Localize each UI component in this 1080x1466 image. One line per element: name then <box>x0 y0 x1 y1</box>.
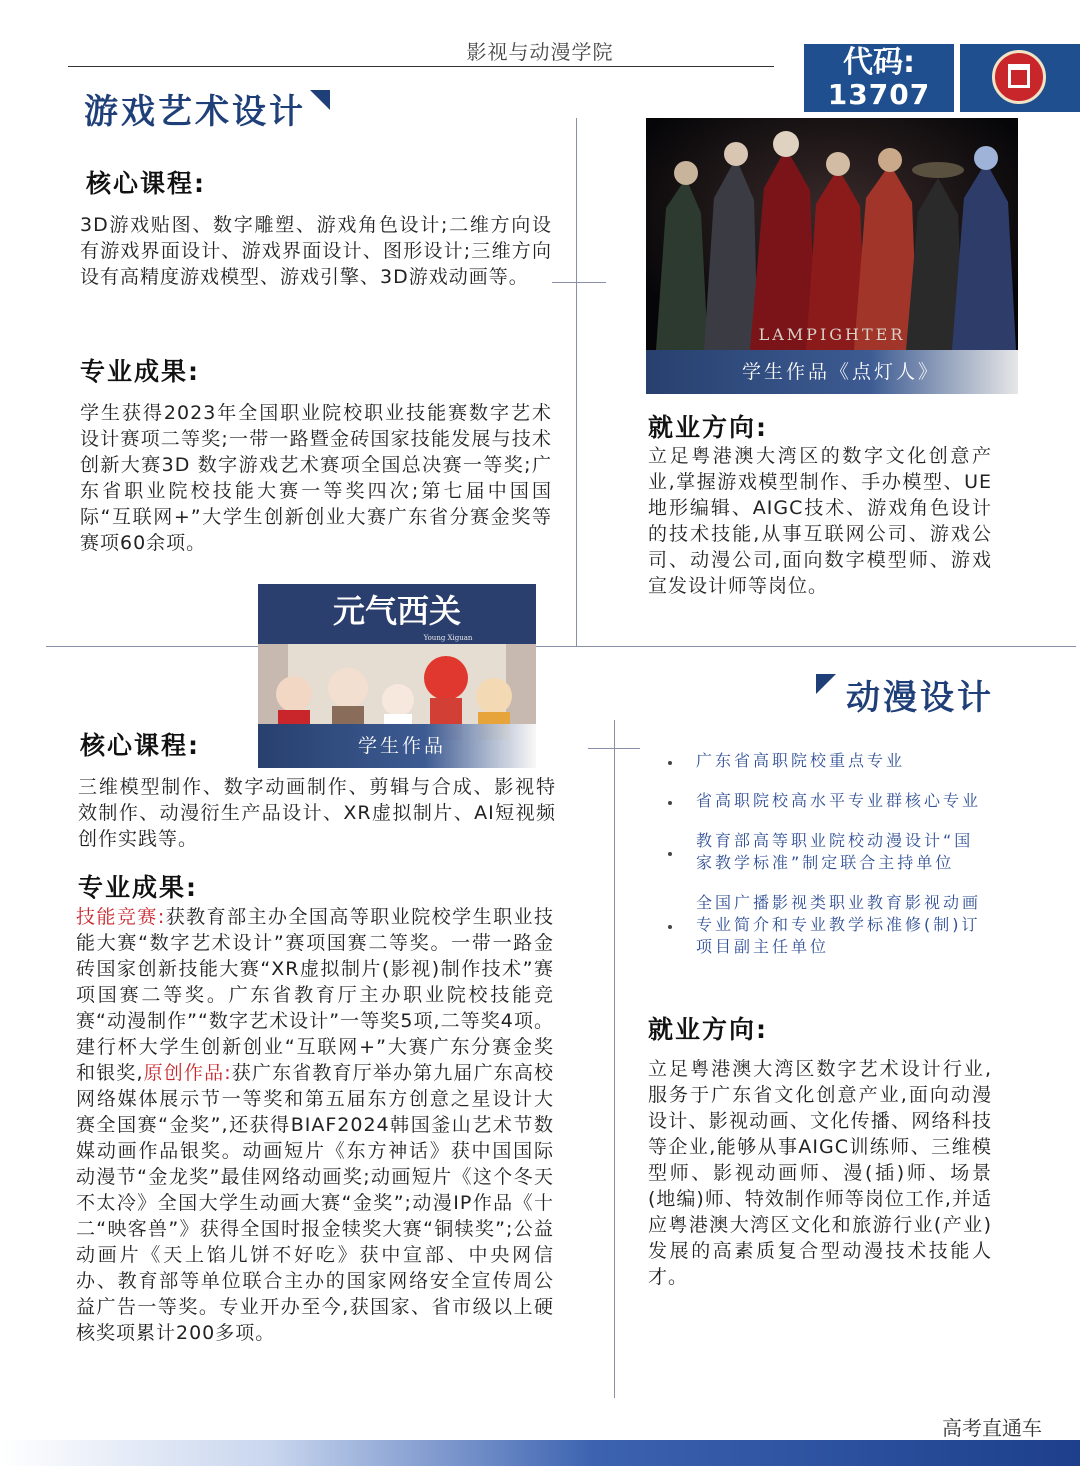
anime-highlights-list <box>666 750 992 958</box>
characters-illustration <box>646 118 1018 350</box>
list-item: 全国广播影视类职业教育影视动画专业简介和专业教学标准修(制)订项目副主任单位 <box>666 892 992 958</box>
yuanqi-title: 元气西关 <box>332 592 462 630</box>
watermark-text: 高考直通车 <box>942 1416 1042 1440</box>
student-work-yuanqi-xiguan <box>258 584 536 768</box>
game-core-heading: 核心课程: <box>86 169 206 198</box>
original-label: 原创作品: <box>143 1062 232 1084</box>
corner-triangle-icon <box>310 90 330 110</box>
lampighter-caption: 学生作品《点灯人》 <box>646 350 1018 394</box>
column-divider-bottom <box>614 720 615 1398</box>
bullet-icon <box>668 925 672 929</box>
game-core-text: 3D游戏贴图、数字雕塑、游戏角色设计;二维方向设有游戏界面设计、游戏界面设计、图形设计;三维方向设有高精度游戏模型、游戏引擎、3D游戏动画等。 <box>80 214 552 288</box>
bullet-icon <box>668 761 672 765</box>
game-achievement-heading: 专业成果: <box>80 357 200 386</box>
anime-achievement-text <box>76 904 554 1346</box>
program-code-badge <box>804 44 954 112</box>
section-divider <box>46 646 1076 647</box>
anime-core-heading: 核心课程: <box>80 731 200 760</box>
tick-divider <box>552 282 606 283</box>
corner-triangle-icon <box>816 674 836 694</box>
yuanqi-subtitle: Young Xiguan <box>423 634 473 642</box>
code-label: 代码: <box>843 45 915 80</box>
anime-achievement-heading: 专业成果: <box>78 873 198 902</box>
skill-text: 获教育部主办全国高等职业院校学生职业技能大赛“数字艺术设计”赛项国赛二等奖。一带一路金砖国家创新技能大赛“XR虚拟制片(影视)制作技术”赛项国赛二等奖。广东省教育厅主办职业院校技能竞赛“动漫制作”“数字艺术设计”一等奖5项,二等奖4项。建行杯大学生创新创业“互联网+”大赛广东分赛金奖和银奖, <box>76 906 554 1084</box>
list-item: 教育部高等职业院校动漫设计“国家教学标准”制定联合主持单位 <box>666 830 992 874</box>
game-section-title: 游戏艺术设计 <box>84 92 306 132</box>
code-value: 13707 <box>827 78 931 111</box>
column-divider-top <box>576 118 577 646</box>
lampighter-logo-text: LAMPIGHTER <box>758 325 906 344</box>
yuanqi-caption: 学生作品 <box>258 724 536 768</box>
anime-job-text: 立足粤港澳大湾区数字艺术设计行业,服务于广东省文化创意产业,面向动漫设计、影视动画、文化传播、网络科技等企业,能够从事AIGC训练师、三维模型师、影视动画师、漫(插)师、场景(地编)师、特效制作师等岗位工作,并适应粤港澳大湾区文化和旅游行业(产业)发展的高素质复合型动漫技术技能人才。 <box>648 1058 992 1288</box>
tick-divider-2 <box>588 748 640 749</box>
school-logo <box>960 44 1080 112</box>
anime-section-title: 动漫设计 <box>846 678 994 718</box>
list-item: 广东省高职院校重点专业 <box>666 750 992 772</box>
anime-core-text: 三维模型制作、数字动画制作、剪辑与合成、影视特效制作、动漫衍生产品设计、XR虚拟制片、AI短视频创作实践等。 <box>78 776 556 850</box>
skill-label: 技能竞赛: <box>76 906 166 928</box>
bullet-icon <box>668 801 672 805</box>
game-job-text: 立足粤港澳大湾区的数字文化创意产业,掌握游戏模型制作、手办模型、UE地形编辑、AIGC技术、游戏角色设计的技术技能,从事互联网公司、游戏公司、动漫公司,面向数字模型师、游戏宣发设计师等岗位。 <box>648 445 992 597</box>
student-work-lampighter <box>646 118 1018 394</box>
original-text: 获广东省教育厅举办第九届广东高校网络媒体展示节一等奖和第五届东方创意之星设计大赛全国赛“金奖”,还获得BIAF2024韩国釜山艺术节数媒动画作品银奖。动画短片《东方神话》获中国国际动漫节“金龙奖”最佳网络动画奖;动画短片《这个冬天不太冷》全国大学生动画大赛“金奖”;动漫IP作品《十二“映客兽”》获得全国时报金犊奖大赛“铜犊奖”;公益动画片《天上馅儿饼不好吃》获中宣部、中央网信办、教育部等单位联合主办的国家网络安全宣传周公益广告一等奖。专业开办至今,获国家、省市级以上硬核奖项累计200多项。 <box>76 1062 554 1344</box>
game-job-heading: 就业方向: <box>648 413 768 442</box>
list-item: 省高职院校高水平专业群核心专业 <box>666 790 992 812</box>
bullet-icon <box>668 852 672 856</box>
anime-job-heading: 就业方向: <box>648 1015 768 1044</box>
college-name: 影视与动漫学院 <box>466 40 614 64</box>
footer-gradient-bar <box>0 1440 1080 1466</box>
emblem-icon <box>992 50 1046 104</box>
game-achievement-text: 学生获得2023年全国职业院校职业技能赛数字艺术设计赛项二等奖;一带一路暨金砖国家技能发展与技术创新大赛3D 数字游戏艺术赛项全国总决赛一等奖;广东省职业院校技能大赛一等奖四次;第七届中国国际“互联网+”大学生创新创业大赛广东省分赛金奖等赛项60余项。 <box>80 402 552 554</box>
header-divider <box>68 66 774 67</box>
